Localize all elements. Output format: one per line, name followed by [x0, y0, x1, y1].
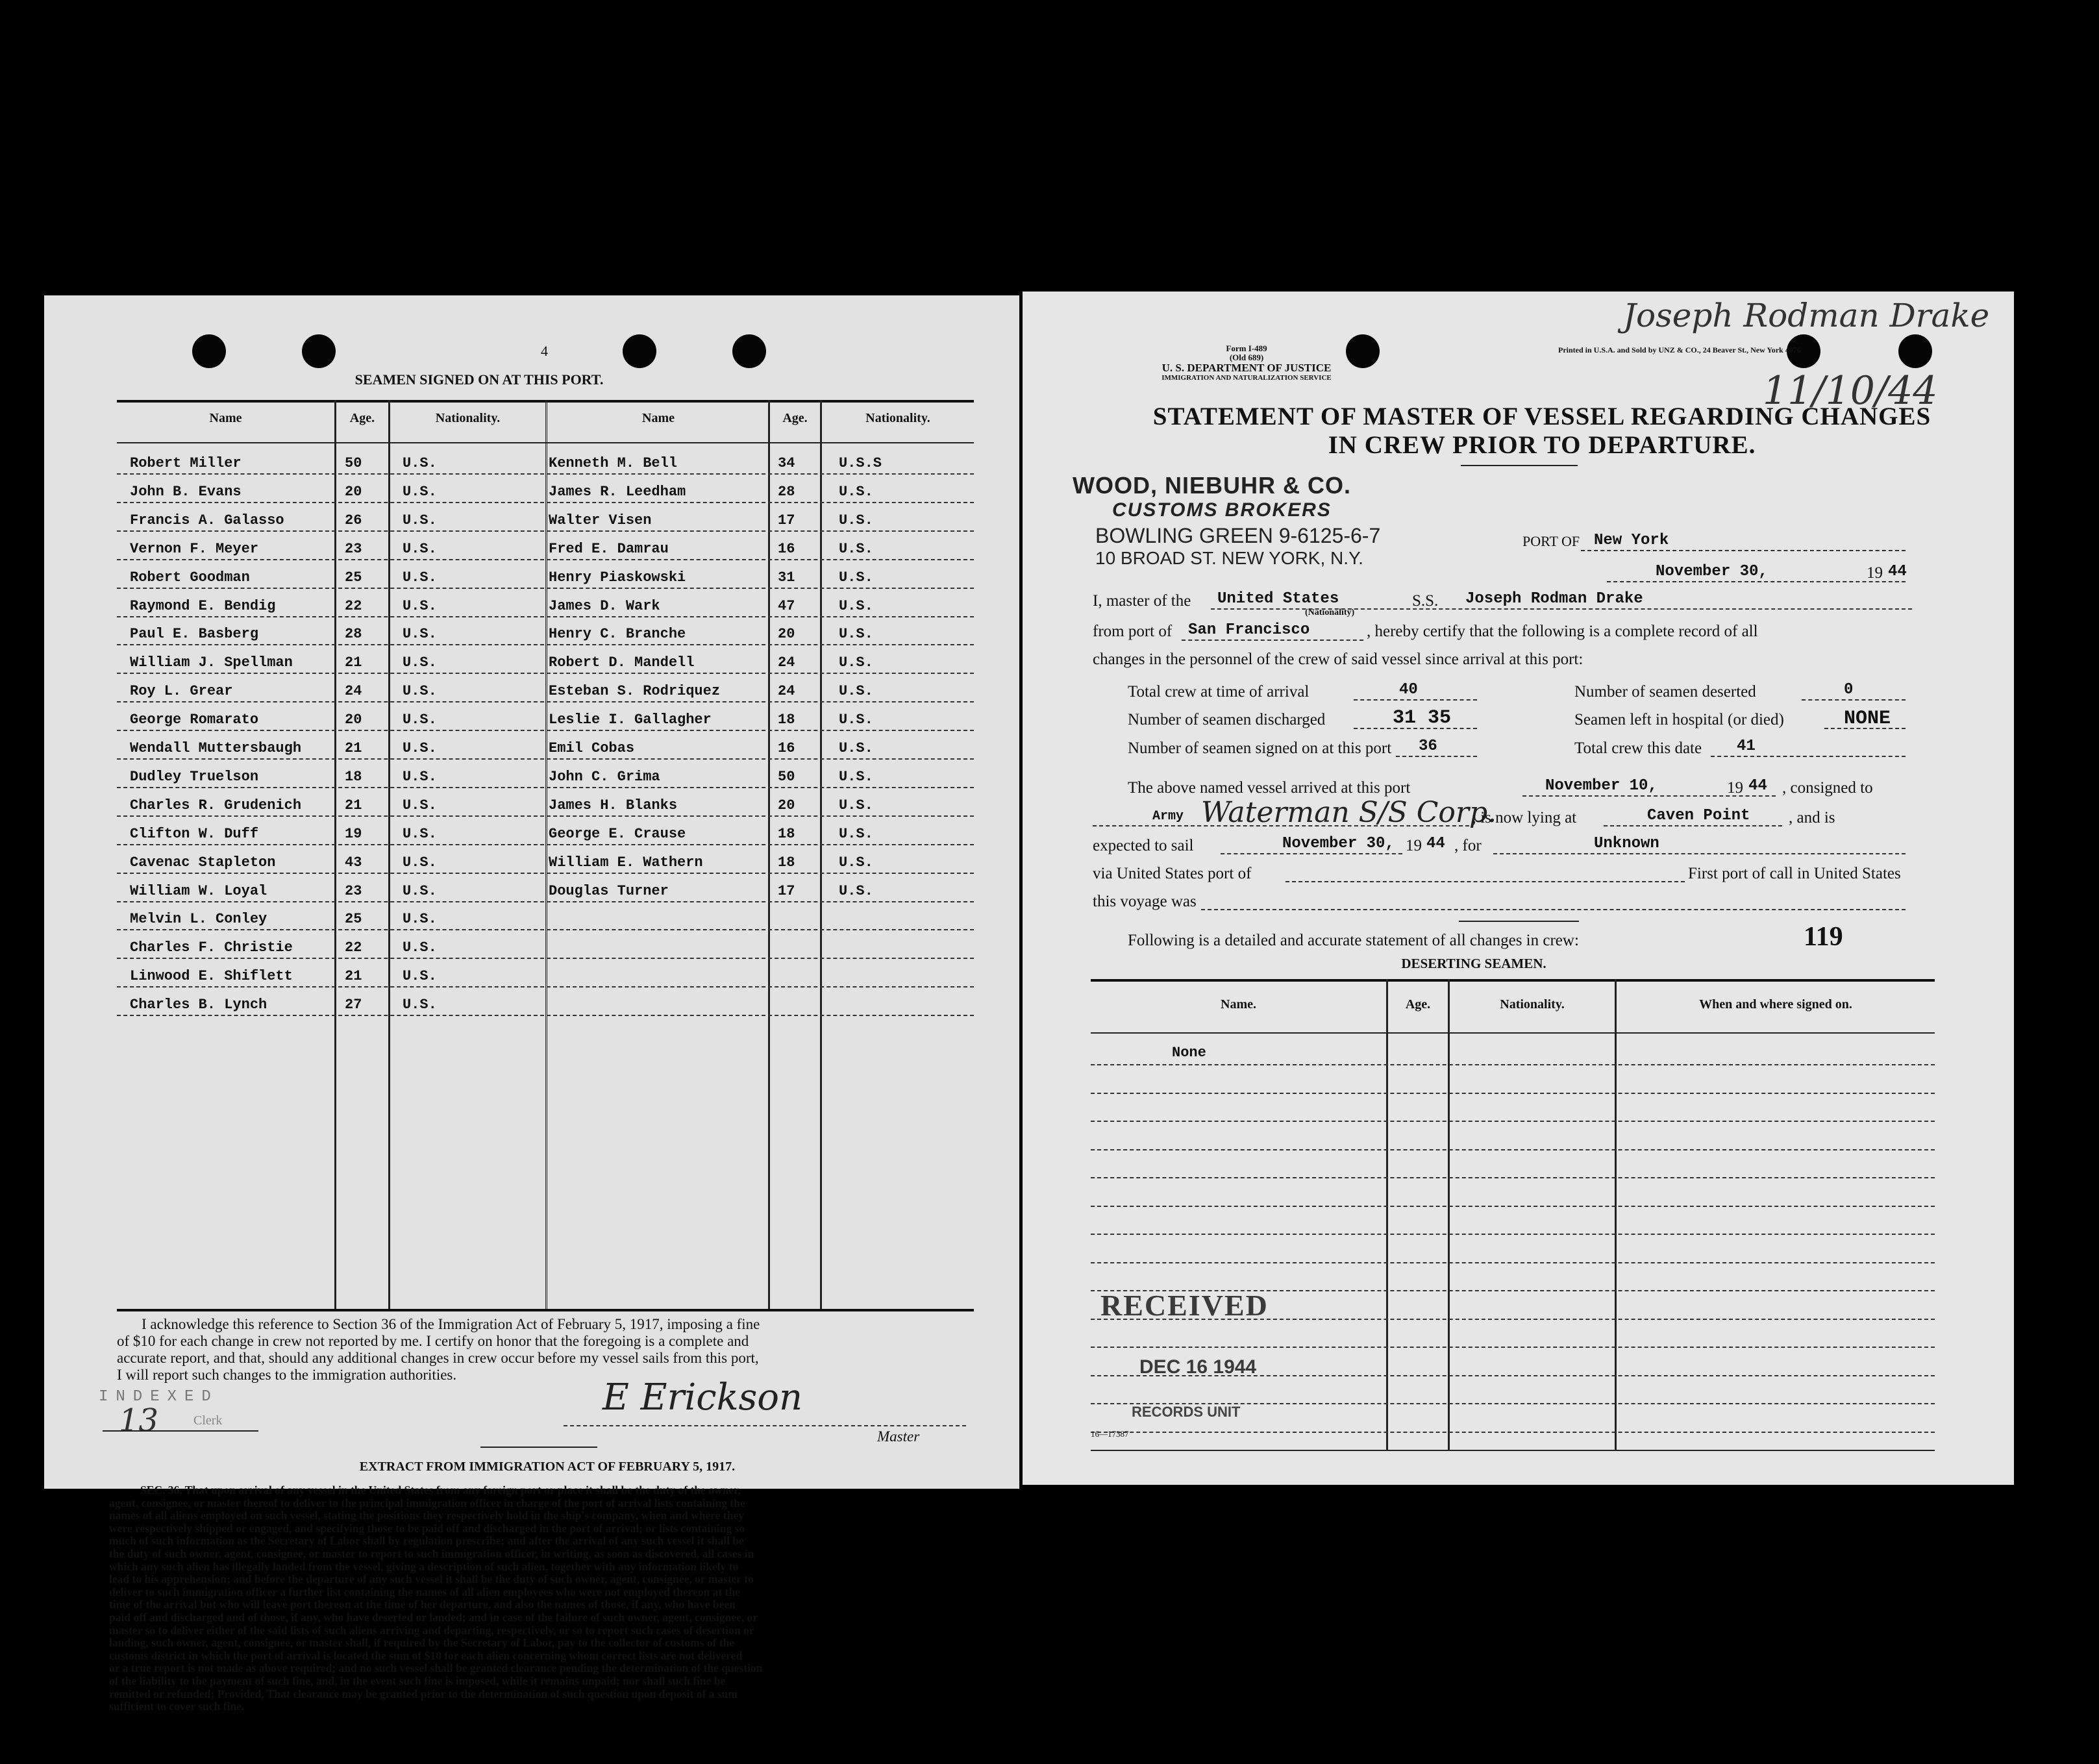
- deserting-header-age: Age.: [1405, 997, 1431, 1012]
- section-36-line: names of all aliens employed on such vessel, stating the positions they respectively hold in the ship's company, when and where they: [109, 1509, 744, 1522]
- punch-hole: [302, 334, 336, 368]
- seaman-nationality: U.S.: [403, 540, 437, 557]
- seaman-age: 50: [345, 455, 362, 471]
- seaman-age: 16: [778, 540, 795, 557]
- section-36-line: sufficient to cover such fine.: [109, 1700, 245, 1713]
- records-unit-stamp: RECORDS UNIT: [1132, 1404, 1241, 1420]
- punch-hole: [1346, 334, 1380, 368]
- seaman-name: Leslie I. Gallagher: [549, 712, 712, 728]
- indexed-clerk: Clerk: [193, 1413, 223, 1428]
- total-crew-date-label: Total crew this date: [1574, 739, 1702, 757]
- seaman-nationality: U.S.: [839, 712, 873, 728]
- number-stamp: 119: [1804, 922, 1843, 952]
- total-crew-date-value: 41: [1737, 738, 1756, 755]
- handwritten-date: 11/10/44: [1763, 368, 1938, 414]
- form-number: Form I-489: [1226, 343, 1267, 353]
- seaman-nationality: U.S.: [403, 768, 437, 785]
- seaman-nationality: U.S.: [403, 626, 437, 643]
- certify-text: , hereby certify that the following is a complete record of all: [1367, 623, 1758, 640]
- acknowledgment-line: I acknowledge this reference to Section 36 of the Immigration Act of February 5, 1917, imposing a fine: [142, 1316, 760, 1332]
- arrived-value: November 10,: [1545, 777, 1658, 795]
- seaman-nationality: U.S.: [403, 825, 437, 842]
- column-header-age: Age.: [349, 411, 375, 425]
- seaman-name: Fred E. Damrau: [549, 540, 669, 557]
- seaman-age: 31: [778, 569, 795, 586]
- punch-hole: [623, 334, 656, 368]
- from-port-label: from port of: [1093, 623, 1173, 640]
- broker-stamp-line: BOWLING GREEN 9-6125-6-7: [1095, 524, 1381, 547]
- right-page: [1023, 292, 2014, 1485]
- page-number: 4: [541, 343, 548, 359]
- section-36-line: paid off and discharged and of those, if any, who have deserted or landed; and in case of the failure of such owner, agent, consignee, or: [109, 1611, 758, 1624]
- seaman-age: 20: [345, 712, 362, 728]
- hospital-value: NONE: [1844, 708, 1891, 730]
- signed-on-value: 36: [1419, 738, 1437, 755]
- seaman-nationality: U.S.: [839, 854, 873, 871]
- seaman-name: Henry Piaskowski: [549, 569, 686, 586]
- seaman-name: Charles R. Grudenich: [130, 797, 302, 814]
- master-signature: E Erickson: [602, 1376, 803, 1419]
- column-header-age: Age.: [782, 411, 808, 425]
- seaman-name: Emil Cobas: [549, 740, 635, 756]
- seaman-age: 24: [778, 654, 795, 671]
- column-header-nationality: Nationality.: [435, 411, 501, 425]
- seaman-age: 20: [778, 797, 795, 814]
- hospital-label: Seamen left in hospital (or died): [1574, 711, 1784, 728]
- deserting-title: DESERTING SEAMEN.: [1401, 956, 1546, 971]
- for-value: Unknown: [1594, 835, 1659, 852]
- form-old-number: (Old 689): [1229, 353, 1264, 362]
- section-36-line: lead to his apprehension; and before the departure of any such vessel it shall be the duty of such owner, agent, consignee, or master to: [109, 1572, 754, 1586]
- form-title-line1: STATEMENT OF MASTER OF VESSEL REGARDING CHANGES: [1152, 403, 1931, 430]
- seaman-age: 28: [778, 483, 795, 500]
- seaman-name: Wendall Muttersbaugh: [130, 740, 302, 756]
- seaman-nationality: U.S.: [839, 540, 873, 557]
- left-page: [44, 295, 1019, 1713]
- seaman-name: Esteban S. Rodriquez: [549, 683, 721, 700]
- seaman-nationality: U.S.: [403, 882, 437, 899]
- seaman-age: 25: [345, 569, 362, 586]
- seaman-nationality: U.S.: [403, 997, 437, 1013]
- nationality-value: United States: [1217, 590, 1339, 608]
- ss-label: S.S.: [1412, 592, 1439, 610]
- seaman-nationality: U.S.: [839, 654, 873, 671]
- seaman-name: James H. Blanks: [549, 797, 678, 814]
- broker-stamp-line: 10 BROAD ST. NEW YORK, N.Y.: [1095, 548, 1363, 568]
- indexed-number: 13: [119, 1402, 159, 1439]
- discharged-value: 31 35: [1393, 707, 1452, 729]
- seaman-age: 20: [345, 483, 362, 500]
- and-is-label: , and is: [1789, 809, 1835, 826]
- seaman-nationality: U.S.: [839, 768, 873, 785]
- seaman-name: George Romarato: [130, 712, 259, 728]
- seaman-age: 21: [345, 740, 362, 756]
- expected-label: expected to sail: [1093, 837, 1194, 854]
- section-36-line: deliver to such immigration officer a further list containing the names of all alien employees who were not employed thereon at the: [109, 1585, 740, 1598]
- seaman-age: 50: [778, 768, 795, 785]
- deserting-header-signed-on: When and where signed on.: [1699, 997, 1852, 1012]
- broker-stamp-line: WOOD, NIEBUHR & CO.: [1073, 472, 1351, 499]
- footer-code: 16—17387: [1091, 1429, 1129, 1439]
- seaman-nationality: U.S.: [839, 512, 873, 528]
- seaman-nationality: U.S.: [403, 712, 437, 728]
- nationality-caption: (Nationality): [1305, 608, 1355, 617]
- seaman-name: Raymond E. Bendig: [130, 597, 276, 614]
- seaman-age: 23: [345, 882, 362, 899]
- seaman-nationality: U.S.: [839, 626, 873, 643]
- form-title-line2: IN CREW PRIOR TO DEPARTURE.: [1328, 431, 1756, 459]
- seaman-name: John B. Evans: [130, 483, 242, 500]
- consignee-prefix: Army: [1152, 809, 1184, 824]
- column-header-name: Name: [642, 411, 675, 425]
- year-value: 44: [1888, 563, 1907, 580]
- seaman-age: 24: [345, 683, 362, 700]
- seaman-nationality: U.S.: [403, 569, 437, 586]
- seaman-name: Henry C. Branche: [549, 626, 686, 643]
- seaman-name: Robert D. Mandell: [549, 654, 695, 671]
- seaman-age: 18: [345, 768, 362, 785]
- received-date: DEC 16 1944: [1139, 1356, 1257, 1378]
- seaman-age: 47: [778, 597, 795, 614]
- printer-line: Printed in U.S.A. and Sold by UNZ & CO., 24 Beaver St., New York 4076: [1558, 345, 1801, 354]
- punch-hole: [192, 334, 226, 368]
- first-port-label: First port of call in United States: [1688, 865, 1901, 882]
- year-prefix: 19: [1867, 564, 1883, 582]
- signed-on-label: Number of seamen signed on at this port: [1128, 739, 1392, 757]
- seaman-age: 34: [778, 455, 795, 471]
- seaman-name: Linwood E. Shiflett: [130, 968, 293, 985]
- indexed-stamp: INDEXED: [99, 1388, 219, 1406]
- seaman-name: Robert Goodman: [130, 569, 250, 586]
- seaman-age: 18: [778, 712, 795, 728]
- ship-value: Joseph Rodman Drake: [1465, 590, 1643, 608]
- seaman-name: Clifton W. Duff: [130, 825, 259, 842]
- changes-text: changes in the personnel of the crew of said vessel since arrival at this port:: [1093, 651, 1584, 668]
- seaman-name: James D. Wark: [549, 597, 660, 614]
- seaman-age: 28: [345, 626, 362, 643]
- seaman-name: Charles F. Christie: [130, 939, 293, 956]
- seaman-age: 16: [778, 740, 795, 756]
- deserting-header-name: Name.: [1221, 997, 1256, 1012]
- arrived-year-prefix: 19: [1727, 779, 1743, 797]
- discharged-label: Number of seamen discharged: [1128, 711, 1326, 728]
- seaman-age: 23: [345, 540, 362, 557]
- consignee-value: Waterman S/S Corp.: [1201, 796, 1497, 829]
- seaman-name: Douglas Turner: [549, 882, 669, 899]
- expected-year-value: 44: [1426, 835, 1445, 852]
- seaman-age: 26: [345, 512, 362, 528]
- acknowledgment-line: accurate report, and that, should any additional changes in crew occur before my vessel sails from this port,: [117, 1350, 759, 1366]
- seaman-nationality: U.S.: [403, 797, 437, 814]
- seaman-nationality: U.S.S: [839, 455, 882, 471]
- column-header-nationality: Nationality.: [865, 411, 930, 425]
- seaman-nationality: U.S.: [403, 939, 437, 956]
- section-36-line: were respectively shipped or engaged, and specifying those to be paid off and discharged in the port of arrival; or lists containing so: [109, 1521, 745, 1535]
- seaman-age: 25: [345, 911, 362, 928]
- seaman-age: 17: [778, 882, 795, 899]
- seaman-age: 18: [778, 825, 795, 842]
- seaman-nationality: U.S.: [839, 825, 873, 842]
- broker-stamp-line: CUSTOMS BROKERS: [1112, 499, 1332, 521]
- arrived-label: The above named vessel arrived at this port: [1128, 779, 1411, 797]
- seaman-age: 21: [345, 797, 362, 814]
- seaman-nationality: U.S.: [403, 911, 437, 928]
- section-36-line: the duty of such owner, agent, consignee, or master to report to such immigration officer, in writing, as soon as discovered, all cases in: [109, 1547, 754, 1560]
- department: U. S. DEPARTMENT OF JUSTICE: [1161, 362, 1332, 374]
- seaman-name: Roy L. Grear: [130, 683, 233, 700]
- seaman-nationality: U.S.: [839, 797, 873, 814]
- seaman-age: 18: [778, 854, 795, 871]
- seaman-nationality: U.S.: [839, 569, 873, 586]
- following-label: Following is a detailed and accurate statement of all changes in crew:: [1128, 932, 1579, 949]
- seaman-name: Vernon F. Meyer: [130, 540, 259, 557]
- total-crew-arrival-label: Total crew at time of arrival: [1128, 683, 1310, 701]
- seaman-age: 24: [778, 683, 795, 700]
- column-header-name: Name: [209, 411, 242, 425]
- seaman-age: 17: [778, 512, 795, 528]
- seaman-name: William E. Wathern: [549, 854, 703, 871]
- seaman-nationality: U.S.: [839, 597, 873, 614]
- seaman-name: William J. Spellman: [130, 654, 293, 671]
- seaman-age: 21: [345, 968, 362, 985]
- punch-hole: [732, 334, 766, 368]
- deserting-none-value: None: [1172, 1045, 1206, 1061]
- seaman-nationality: U.S.: [403, 854, 437, 871]
- extract-title: EXTRACT FROM IMMIGRATION ACT OF FEBRUARY 5, 1917.: [359, 1460, 736, 1474]
- section-36-line: which any such alien has illegally landed from the vessel, giving a description of such alien, together with any information likely to: [109, 1559, 739, 1573]
- arrived-year-value: 44: [1748, 777, 1767, 795]
- seaman-nationality: U.S.: [839, 683, 873, 700]
- seaman-nationality: U.S.: [839, 882, 873, 899]
- seaman-nationality: U.S.: [403, 968, 437, 985]
- voyage-label: this voyage was: [1093, 893, 1197, 910]
- seaman-name: John C. Grima: [549, 768, 660, 785]
- seaman-nationality: U.S.: [839, 740, 873, 756]
- seaman-age: 22: [345, 597, 362, 614]
- seaman-nationality: U.S.: [403, 654, 437, 671]
- from-port-value: San Francisco: [1188, 621, 1310, 639]
- section-36-line: agent, consignee, or master thereof to deliver to the principal immigration officer in charge of the port of arrival lists containing the: [109, 1496, 745, 1509]
- expected-year-prefix: 19: [1406, 837, 1422, 854]
- seaman-nationality: U.S.: [839, 483, 873, 500]
- section-36-line: SEC. 36. That upon arrival of any vessel in the United States from any foreign port or place it shall be the duty of the owner,: [140, 1484, 741, 1497]
- total-crew-arrival-value: 40: [1399, 681, 1418, 699]
- section-36-line: time of the arrival but who will leave port thereon at the time of her departure, and also the names of those, if any, who have been: [109, 1598, 736, 1611]
- received-stamp: RECEIVED: [1100, 1289, 1269, 1322]
- acknowledgment-line: of $10 for each change in crew not reported by me. I certify on honor that the foregoing is a complete and: [117, 1333, 749, 1349]
- seaman-name: Francis A. Galasso: [130, 512, 284, 528]
- seaman-nationality: U.S.: [403, 683, 437, 700]
- service: IMMIGRATION AND NATURALIZATION SERVICE: [1161, 374, 1332, 382]
- handwritten-ship-name: Joseph Rodman Drake: [1623, 297, 1990, 334]
- section-36-line: or a true report is not made as above required; and no such vessel shall be granted clearance pending the determination of the question: [109, 1661, 763, 1675]
- section-36-line: much of such information as the Secretary of Labor shall by regulation prescribe; and after the arrival of any such vessel it shall be: [109, 1534, 744, 1548]
- section-title: SEAMEN SIGNED ON AT THIS PORT.: [354, 371, 604, 388]
- section-36-line: landing, such owner, agent, consignee, or master shall, if required by the Secretary of Labor, pay to the collector of customs of the: [109, 1636, 735, 1650]
- section-36-line: of the liability to the payment of such fine, and, in the event such fine is imposed, while it remains unpaid; nor shall such fine be: [109, 1674, 726, 1687]
- seaman-age: 27: [345, 997, 362, 1013]
- seaman-name: James R. Leedham: [549, 483, 686, 500]
- seaman-nationality: U.S.: [403, 512, 437, 528]
- section-36-line: customs district in which the port of arrival is located the sum of $10 for each alien concerning whom correct lists are not delivered: [109, 1648, 743, 1662]
- via-label: via United States port of: [1093, 865, 1252, 882]
- port-label: PORT OF: [1522, 533, 1580, 549]
- master-label: Master: [877, 1428, 920, 1445]
- acknowledgment-line: I will report such changes to the immigration authorities.: [117, 1367, 457, 1383]
- seaman-name: William W. Loyal: [130, 882, 267, 899]
- seaman-nationality: U.S.: [403, 597, 437, 614]
- seaman-age: 22: [345, 939, 362, 956]
- seaman-name: Dudley Truelson: [130, 768, 259, 785]
- punch-hole: [1898, 334, 1932, 368]
- seaman-name: Paul E. Basberg: [130, 626, 259, 643]
- for-label: , for: [1454, 837, 1482, 854]
- seaman-age: 21: [345, 654, 362, 671]
- seaman-name: Melvin L. Conley: [130, 911, 267, 928]
- lying-value: Caven Point: [1647, 807, 1750, 825]
- consigned-label: , consigned to: [1782, 779, 1873, 797]
- seaman-age: 43: [345, 854, 362, 871]
- deserted-label: Number of seamen deserted: [1574, 683, 1756, 701]
- seaman-name: Kenneth M. Bell: [549, 455, 678, 471]
- seaman-age: 19: [345, 825, 362, 842]
- seaman-nationality: U.S.: [403, 455, 437, 471]
- expected-value: November 30,: [1282, 835, 1395, 852]
- section-36-line: remitted or refunded; Provided, That clearance may be granted prior to the determination of such question upon deposit of a sum: [109, 1687, 738, 1700]
- deserting-header-nationality: Nationality.: [1500, 997, 1565, 1012]
- port-value: New York: [1594, 532, 1669, 549]
- seaman-name: Walter Visen: [549, 512, 652, 528]
- lying-label: ; is now lying at: [1472, 809, 1577, 826]
- deserted-value: 0: [1844, 681, 1854, 699]
- date-value: November 30,: [1656, 563, 1768, 580]
- section-36-line: master so to deliver either of the said lists of such aliens arriving and departing, respectively, or so to report such cases of desertion or: [109, 1623, 754, 1637]
- seaman-name: Charles B. Lynch: [130, 997, 267, 1013]
- seaman-name: Robert Miller: [130, 455, 242, 471]
- seaman-name: George E. Crause: [549, 825, 686, 842]
- seaman-name: Cavenac Stapleton: [130, 854, 276, 871]
- seaman-age: 20: [778, 626, 795, 643]
- seaman-nationality: U.S.: [403, 740, 437, 756]
- master-of-label: I, master of the: [1093, 592, 1191, 610]
- seaman-nationality: U.S.: [403, 483, 437, 500]
